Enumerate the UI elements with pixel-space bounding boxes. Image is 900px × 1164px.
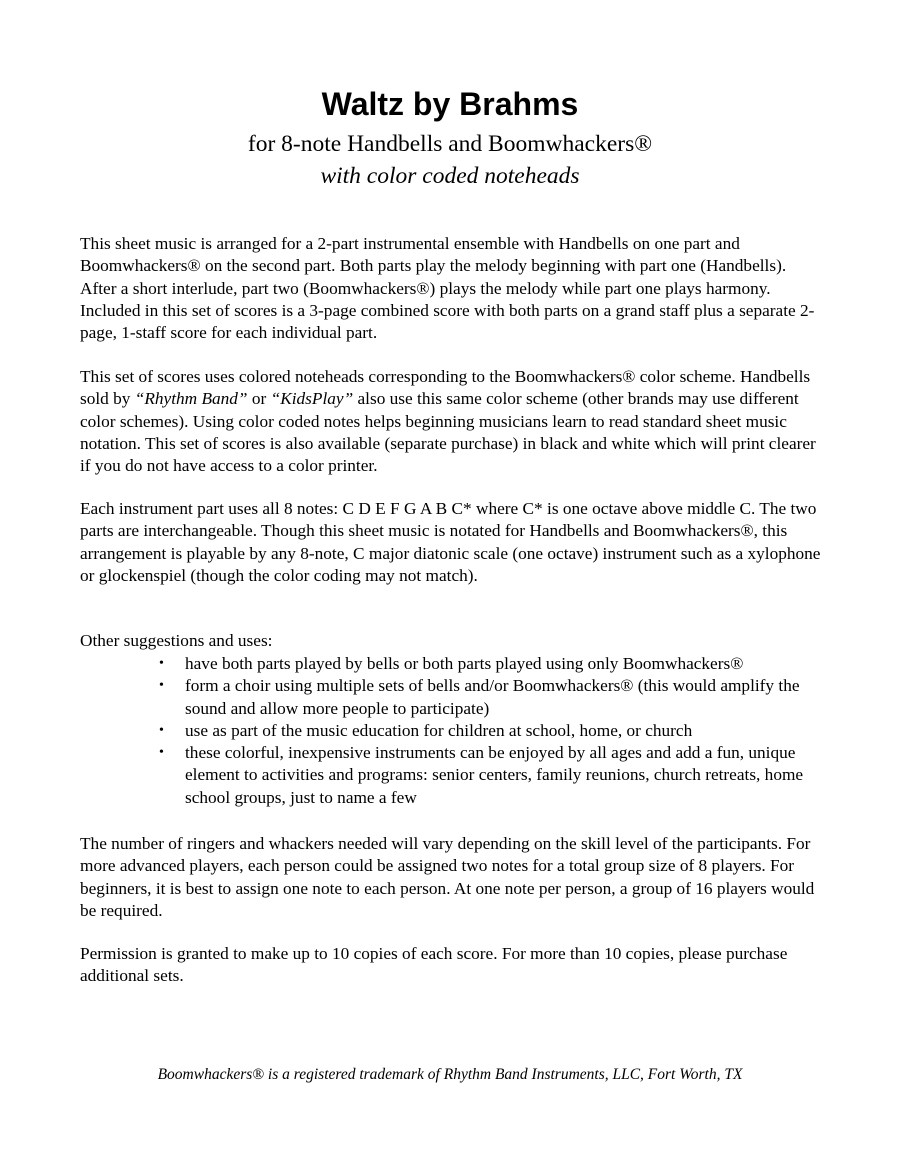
notes-paragraph: Each instrument part uses all 8 notes: C D E F G A B C* where C* is one octave above middle C. The two parts are interchangeable. Though this sheet music is notated for Handbells and Boomwhackers®, this arrangement is playable by any 8-note, C major diatonic scale (one octave) instrument such as a xylophone or glockenspiel (though the color coding may not match). xyxy=(80,499,821,585)
list-item xyxy=(157,720,829,742)
color-scheme-or: or xyxy=(247,389,271,409)
suggestions-heading: Other suggestions and uses: xyxy=(80,631,273,650)
suggestions-list xyxy=(157,653,829,809)
brand-rhythm-band: “Rhythm Band” xyxy=(134,389,248,409)
brand-kidsplay: “KidsPlay” xyxy=(270,389,354,409)
list-item-text: these colorful, inexpensive instruments can be enjoyed by all ages and add a fun, unique element to activities and programs: senior centers, family reunions, church retreats, home school groups, just to name a few xyxy=(185,743,804,807)
list-item-text: have both parts played by bells or both parts played using only Boomwhackers® xyxy=(185,654,744,673)
bullet-dot-icon: • xyxy=(159,745,164,761)
permission-paragraph: Permission is granted to make up to 10 copies of each score. For more than 10 copies, please purchase additional sets. xyxy=(80,944,788,986)
list-item-text: form a choir using multiple sets of bells and/or Boomwhackers® (this would amplify the sound and allow more people to participate) xyxy=(185,676,800,718)
list-item xyxy=(157,653,829,675)
trademark-footer: Boomwhackers® is a registered trademark of Rhythm Band Instruments, LLC, Fort Worth, TX xyxy=(157,1066,743,1083)
list-item xyxy=(157,742,829,809)
color-scheme-text-part1: This set of scores uses colored noteheads corresponding to the Boomwhackers® color scheme. Handbells sold by xyxy=(80,367,811,409)
list-item-text: use as part of the music education for children at school, home, or church xyxy=(185,720,693,740)
color-scheme-text-part2: also use this same color scheme (other brands may use different color schemes). Using color coded notes helps beginning musicians learn to read standard sheet music notation. This set of scores is also available (separate purchase) in black and white which will print clearer if you do not have access to a color printer. xyxy=(80,389,816,476)
page-subtitle-italic: with color coded noteheads xyxy=(320,163,580,189)
list-item xyxy=(157,675,829,720)
color-scheme-paragraph xyxy=(80,366,825,477)
bullet-dot-icon: • xyxy=(159,656,164,671)
bullet-dot-icon: • xyxy=(159,722,164,738)
intro-paragraph: This sheet music is arranged for a 2-part instrumental ensemble with Handbells on one part and Boomwhackers® on the second part. Both parts play the melody beginning with part one (Handbells). After a short interlude, part two (Boomwhackers®) plays the melody while part one plays harmony. Included in this set of scores is a 3-page combined score with both parts on a grand staff plus a separate 2-page, 1-staff score for each individual part. xyxy=(80,234,815,343)
page-title: Waltz by Brahms xyxy=(321,86,579,122)
page-subtitle: for 8-note Handbells and Boomwhackers® xyxy=(247,131,653,157)
ringers-paragraph: The number of ringers and whackers needed will vary depending on the skill level of the participants. For more advanced players, each person could be assigned two notes for a total group size of 8 players. For beginners, it is best to assign one note to each person. At one note per person, a group of 16 players would be required. xyxy=(80,834,815,920)
bullet-dot-icon: • xyxy=(159,678,164,694)
